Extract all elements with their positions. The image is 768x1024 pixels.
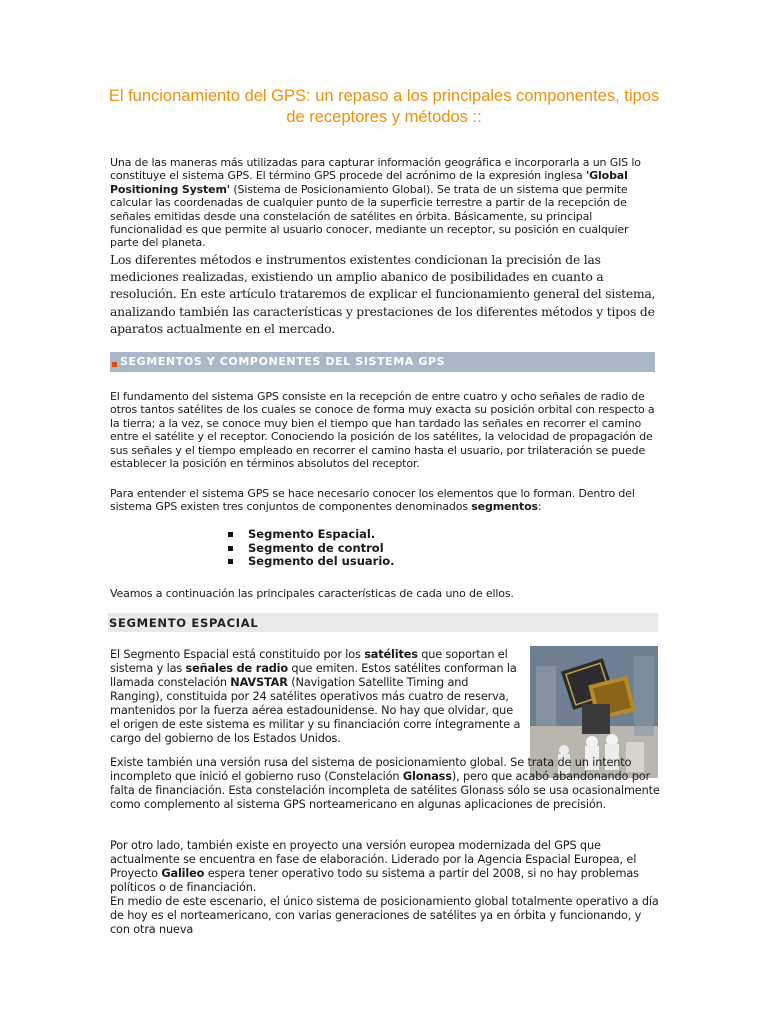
bold-galileo: Galileo	[161, 867, 205, 880]
medio-paragraph: En medio de este escenario, el único sistema de posicionamiento global totalmente operativo a día de hoy es el norteamericano, con varias generaciones de satélites ya en órbita y funcionando, y con otra nueva	[110, 895, 659, 936]
intro-paragraph	[110, 156, 658, 250]
orange-square-bullet-icon	[112, 362, 117, 367]
europea-text-1: Por otro lado, también existe en proyecto una versión europea modernizada del GPS que actualmente se encuentra en fase de elaboración. Liderado por la Agencia Espacial Europea, el Proyecto	[110, 839, 637, 880]
entender-colon: :	[537, 500, 542, 514]
espacial-text-3: que emiten. Estos satélites conforman la llamada constelación	[110, 662, 517, 689]
subsection-heading: SEGMENTO ESPACIAL	[109, 616, 259, 630]
espacial-text-2: que soportan el sistema y las	[110, 648, 508, 675]
entender-paragraph	[110, 487, 658, 514]
veamos-paragraph: Veamos a continuación las principales características de cada uno de ellos.	[110, 587, 514, 600]
methods-paragraph: Los diferentes métodos e instrumentos existentes condicionan la precisión de las mediciones realizadas, existiendo un amplio abanico de posibilidades en cuanto a resolución. En este artículo trataremos de explicar el funcionamiento general del sistema, analizando también las características y prestaciones de los diferentes métodos y tipos de aparatos actualmente en el mercado.	[110, 253, 656, 336]
espacial-text-1: El Segmento Espacial está constituido por los	[110, 648, 365, 661]
bold-navstar: NAVSTAR	[230, 676, 288, 689]
subsection-heading-band	[108, 613, 658, 632]
fundamento-paragraph: El fundamento del sistema GPS consiste en la recepción de entre cuatro y ocho señales de radio de otros tantos satélites de los cuales se conoce de forma muy exacta su posición orbital con respecto a la tierra; a la vez, se conoce muy bien el tiempo que han tardado las señales en recorrer el camino entre el satélite y el receptor. Conociendo la posición de los satélites, la velocidad de propagación de sus señales y el tiempo empleado en recorrer el camino hasta el usuario, por trilateración se puede establecer la posición en términos absolutos del receptor.	[110, 390, 655, 471]
bold-glonass: Glonass	[402, 770, 452, 783]
list-item: Segmento Espacial.	[228, 528, 395, 542]
article-title: El funcionamiento del GPS: un repaso a los principales componentes, tipos de receptores y métodos ::	[108, 87, 660, 126]
rusa-text-1: Existe también una versión rusa del sistema de posicionamiento global. Se trata de un intento incompleto que inició el gobierno ruso (Constelación	[110, 756, 632, 783]
list-item: Segmento de control	[228, 542, 395, 556]
entender-text: Para entender el sistema GPS se hace necesario conocer los elementos que lo forman. Dentro del sistema GPS existen tres conjuntos de componentes denominados	[110, 487, 635, 514]
bold-senales: señales de radio	[185, 662, 288, 675]
intro-text: Una de las maneras más utilizadas para capturar información geográfica e incorporarla a un GIS lo constituye el sistema GPS. El término GPS procede del acrónimo de la expresión inglesa	[110, 156, 641, 183]
entender-bold-term: segmentos	[471, 500, 538, 514]
rusa-text-2: ), pero que acabó abandonando por falta de financiación. Esta constelación incompleta de satélites Glonass sólo se usa ocasionalmente como complemento al sistema GPS norteamericano en algunas aplicaciones de precisión.	[110, 770, 660, 811]
europea-text-2: espera tener operativo todo su sistema a partir del 2008, si no hay problemas políticos o de financiación.	[110, 867, 639, 894]
europea-paragraph	[110, 839, 660, 895]
bold-satelites: satélites	[364, 648, 418, 661]
intro-text-end: (Sistema de Posicionamiento Global). Se trata de un sistema que permite calcular las coordenadas de cualquier punto de la superficie terrestre a partir de la recepción de señales emitidas desde una constelación de satélites en órbita. Básicamente, su principal funcionalidad es que permite al usuario conocer, mediante un receptor, su posición en cualquier parte del planeta.	[110, 182, 629, 250]
segments-list	[228, 528, 395, 569]
rusa-paragraph	[110, 756, 660, 812]
intro-bold-term: 'Global Positioning System'	[110, 169, 628, 196]
list-item: Segmento del usuario.	[228, 555, 395, 569]
section-heading-band	[110, 352, 655, 372]
section-heading: SEGMENTOS Y COMPONENTES DEL SISTEMA GPS	[120, 355, 446, 368]
espacial-text-4: (Navigation Satellite Timing and Ranging), constituida por 24 satélites operativos más cuatro de reserva, mantenidos por la fuerza aérea estadounidense. No hay que olvidar, que el origen de este sistema es militar y su financiación corre íntegramente a cargo del gobierno de los Estados Unidos.	[110, 676, 521, 745]
espacial-paragraph	[110, 648, 522, 746]
